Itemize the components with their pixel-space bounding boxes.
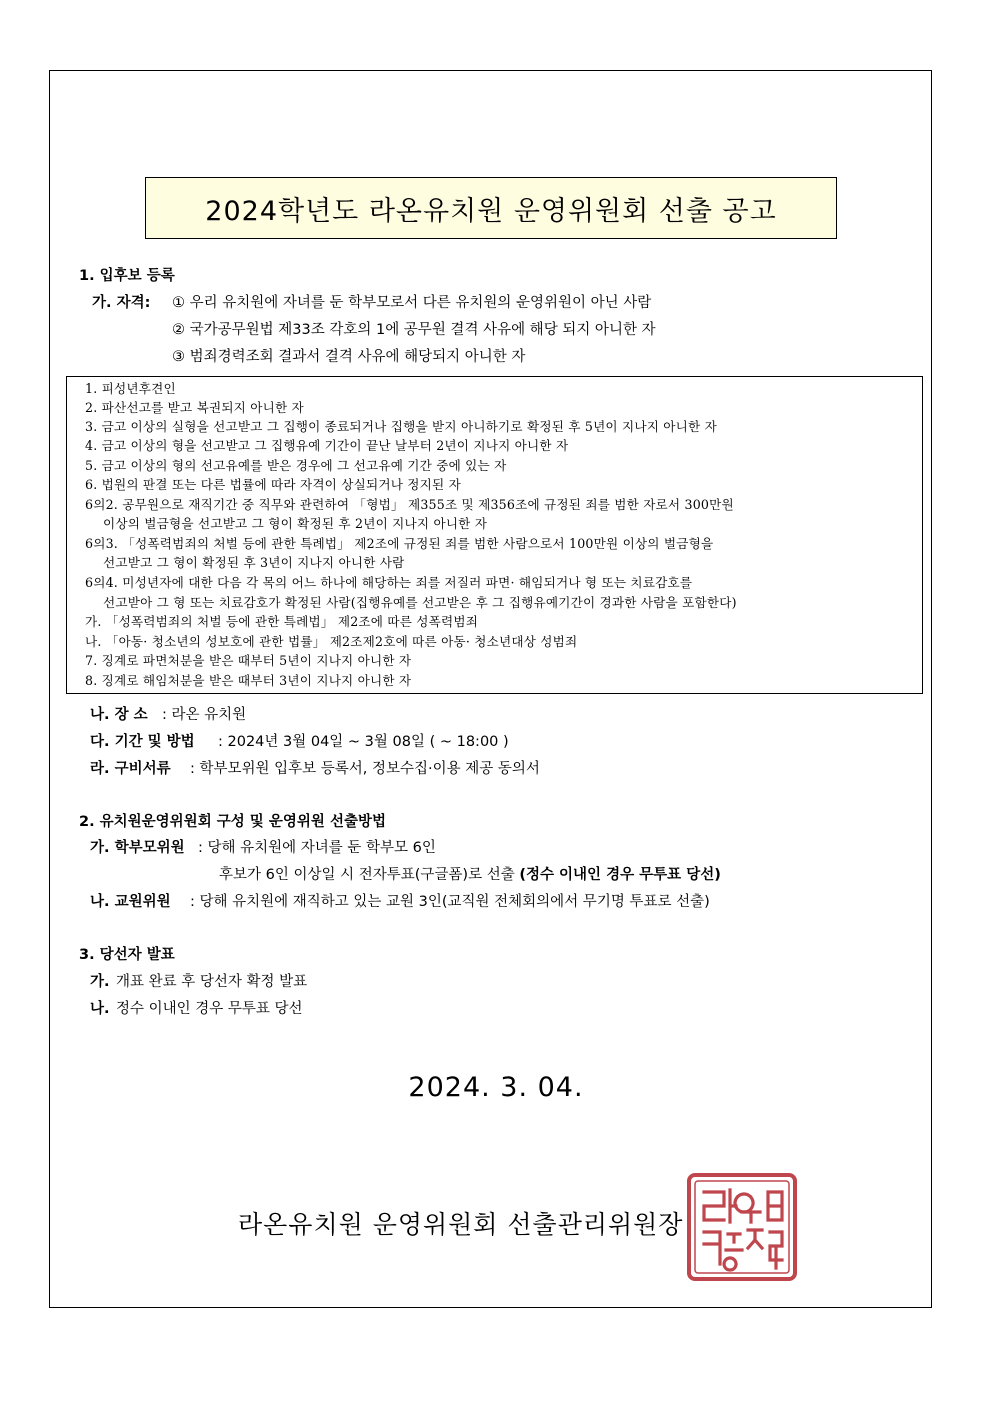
parent-member-label: 가. 학부모위원 xyxy=(90,840,185,856)
law-line: 선고받고 그 형이 확정된 후 3년이 지나지 아니한 사람 xyxy=(103,555,405,570)
section2-heading: 2. 유치원운영위원회 구성 및 운영위원 선출방법 xyxy=(79,814,386,830)
official-seal-icon xyxy=(686,1172,798,1282)
law-line: 8. 징계로 해임처분을 받은 때부터 3년이 지나지 아니한 자 xyxy=(85,673,412,688)
place-label: 나. 장 소 xyxy=(90,707,148,723)
announcement-a: 개표 완료 후 당선자 확정 발표 xyxy=(116,974,308,990)
law-line: 3. 금고 이상의 실형을 선고받고 그 집행이 종료되거나 집행을 받지 아니하기로 확정된 후 5년이 지나지 아니한 자 xyxy=(85,419,717,434)
law-line: 7. 징계로 파면처분을 받은 때부터 5년이 지나지 아니한 자 xyxy=(85,653,412,668)
parent-member-election-text: 후보가 6인 이상일 시 전자투표(구글폼)로 선출 xyxy=(219,867,515,883)
law-line: 6. 법원의 판결 또는 다른 법률에 따라 자격이 상실되거나 정지된 자 xyxy=(85,477,461,492)
documents-label: 라. 구비서류 xyxy=(90,761,171,777)
qualification-label: 가. 자격: xyxy=(92,295,151,311)
parent-member-election-note: (정수 이내인 경우 무투표 당선) xyxy=(519,867,721,883)
teacher-member-label: 나. 교원위원 xyxy=(90,894,171,910)
qualification-item-2: ② 국가공무원법 제33조 각호의 1에 공무원 결격 사유에 해당 되지 아니한 자 xyxy=(172,322,656,338)
law-line: 2. 파산선고를 받고 복권되지 아니한 자 xyxy=(85,400,304,415)
law-line: 6의3. 「성폭력범죄의 처벌 등에 관한 특례법」 제2조에 규정된 죄를 범한 사람으로서 100만원 이상의 벌금형을 xyxy=(85,536,714,551)
teacher-member-value: : 당해 유치원에 재직하고 있는 교원 3인(교직원 전체회의에서 무기명 투표로 선출) xyxy=(190,894,710,910)
notice-date: 2024. 3. 04. xyxy=(408,1072,584,1103)
announcement-b: 정수 이내인 경우 무투표 당선 xyxy=(116,1001,303,1017)
place-value: : 라온 유치원 xyxy=(162,707,247,723)
law-line: 선고받아 그 형 또는 치료감호가 확정된 사람(집행유예를 선고받은 후 그 집행유예기간이 경과한 사람을 포함한다) xyxy=(103,595,737,610)
documents-value: : 학부모위원 입후보 등록서, 정보수집·이용 제공 동의서 xyxy=(190,761,540,777)
period-value: : 2024년 3월 04일 ~ 3월 08일 ( ~ 18:00 ) xyxy=(218,734,509,750)
qualification-item-1: ① 우리 유치원에 자녀를 둔 학부모로서 다른 유치원의 운영위원이 아닌 사람 xyxy=(172,295,652,311)
section3-heading: 3. 당선자 발표 xyxy=(79,947,175,963)
law-line: 가. 「성폭력범죄의 처벌 등에 관한 특례법」 제2조에 따른 성폭력범죄 xyxy=(85,614,479,629)
notice-title: 2024학년도 라온유치원 운영위원회 선출 공고 xyxy=(145,177,837,239)
law-line: 6의4. 미성년자에 대한 다음 각 목의 어느 하나에 해당하는 죄를 저질러 파면· 해임되거나 형 또는 치료감호를 xyxy=(85,575,693,590)
signature-line: 라온유치원 운영위원회 선출관리위원장 xyxy=(238,1210,684,1239)
law-line: 나. 「아동· 청소년의 성보호에 관한 법률」 제2조제2호에 따른 아동· 청소년대상 성범죄 xyxy=(85,634,578,649)
announcement-a-label: 가. xyxy=(90,974,110,990)
qualification-item-3: ③ 범죄경력조회 결과서 결격 사유에 해당되지 아니한 자 xyxy=(172,349,526,365)
section1-heading: 1. 입후보 등록 xyxy=(79,268,175,284)
law-line: 4. 금고 이상의 형을 선고받고 그 집행유예 기간이 끝난 날부터 2년이 지나지 아니한 자 xyxy=(85,438,569,453)
parent-member-election xyxy=(219,865,721,885)
law-line: 6의2. 공무원으로 재직기간 중 직무와 관련하여 「형법」 제355조 및 제356조에 규정된 죄를 범한 자로서 300만원 xyxy=(85,497,734,512)
parent-member-value: : 당해 유치원에 자녀를 둔 학부모 6인 xyxy=(198,840,436,856)
period-label: 다. 기간 및 방법 xyxy=(90,734,195,750)
law-line: 1. 피성년후견인 xyxy=(85,381,176,396)
law-line: 이상의 벌금형을 선고받고 그 형이 확정된 후 2년이 지나지 아니한 자 xyxy=(103,516,488,531)
announcement-b-label: 나. xyxy=(90,1001,110,1017)
law-line: 5. 금고 이상의 형의 선고유예를 받은 경우에 그 선고유예 기간 중에 있는 자 xyxy=(85,458,507,473)
